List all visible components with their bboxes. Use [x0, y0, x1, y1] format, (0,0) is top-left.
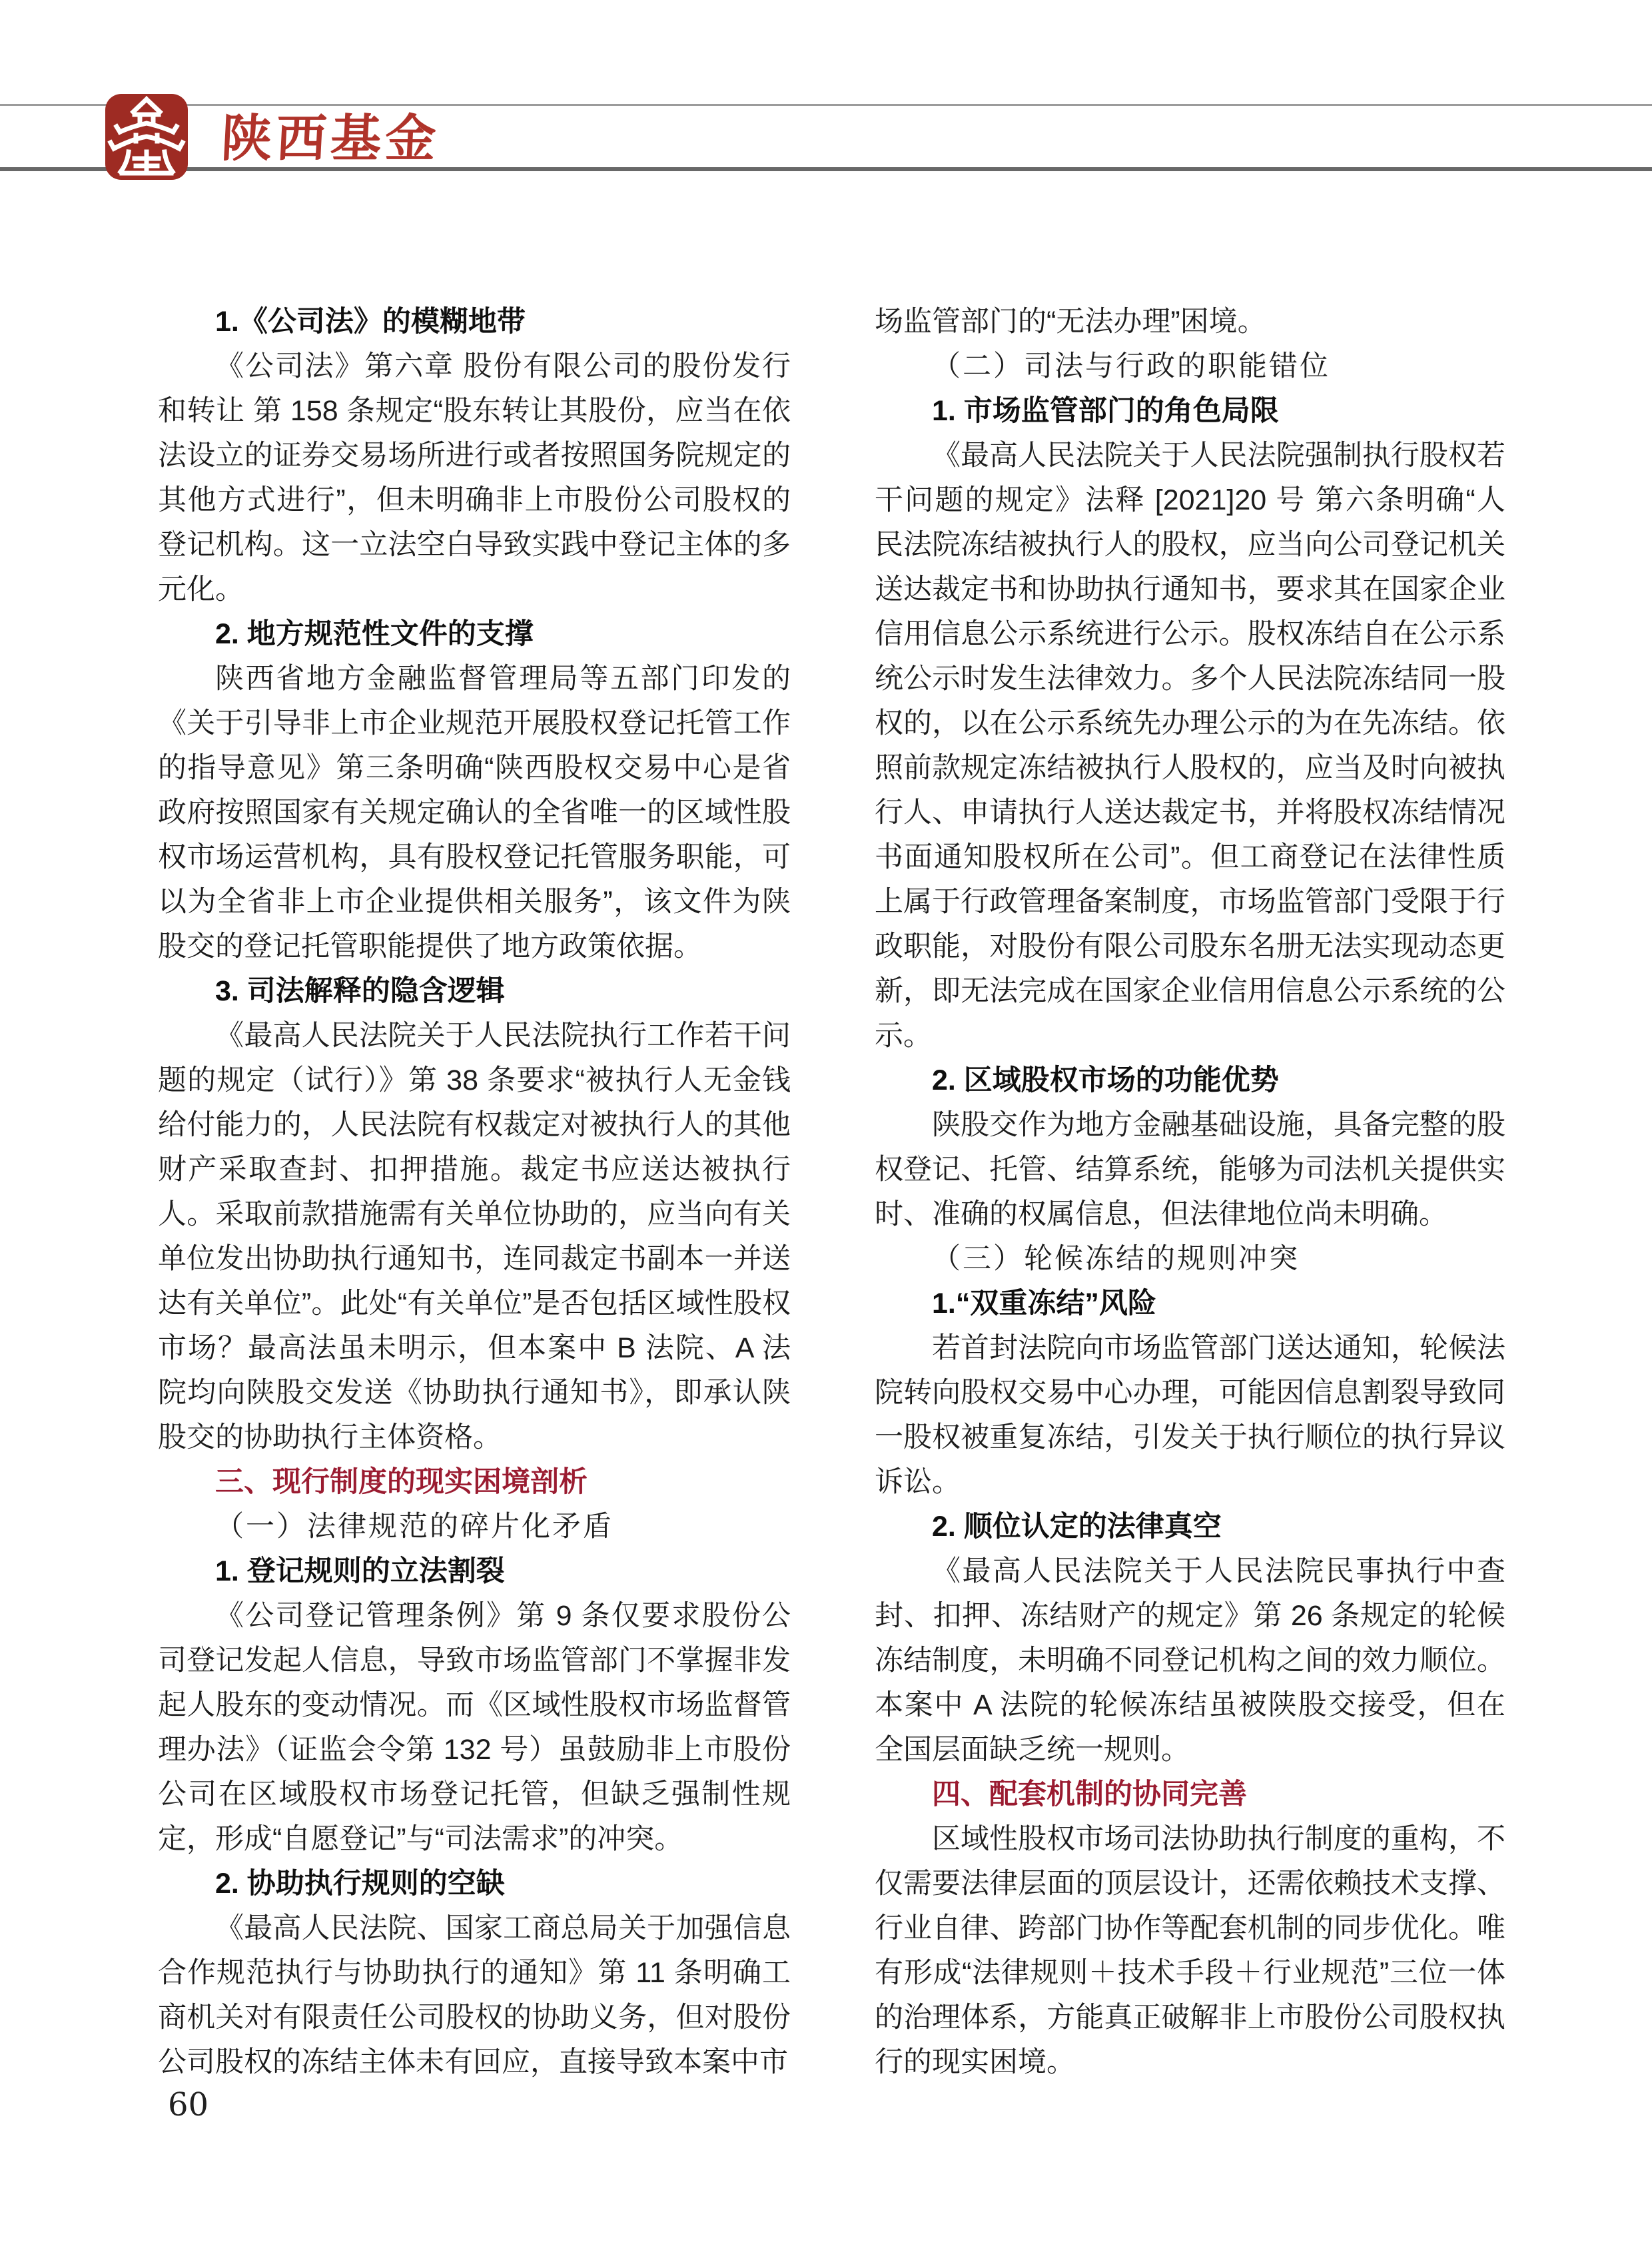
article-heading: 1. 登记规则的立法割裂: [215, 1555, 505, 1587]
article-paragraph: 若首封法院向市场监管部门送达通知，轮候法院转向股权交易中心办理，可能因信息割裂导致同一股权被重复冻结，引发关于执行顺位的执行异议诉讼。: [875, 1332, 1505, 1498]
article-heading: 1.“双重冻结”风险: [932, 1288, 1156, 1319]
article-column-right: [875, 300, 1505, 2085]
article-heading: 1. 市场监管部门的角色局限: [932, 395, 1279, 427]
article-heading: 1.《公司法》的模糊地带: [215, 306, 526, 338]
article-paragraph: 《公司登记管理条例》第 9 条仅要求股份公司登记发起人信息，导致市场监管部门不掌握非发起人股东的变动情况。而《区域性股权市场监督管理办法》（证监会令第 132 号）虽鼓励非上市股份公司在区域股权市场登记托管，但缺乏强制性规定，形成“自愿登记”与“司法需求”的冲突。: [158, 1600, 791, 1855]
page-number: 60: [168, 2086, 209, 2123]
article-paragraph: 《最高人民法院关于人民法院强制执行股权若干问题的规定》法释 [2021]20 号 第六条明确“人民法院冻结被执行人的股权，应当向公司登记机关送达裁定书和协助执行通知书，要求其在国家企业信用信息公示系统进行公示。股权冻结自在公示系统公示时发生法律效力。多个人民法院冻结同一股权的，以在公示系统先办理公示的为在先冻结。依照前款规定冻结被执行人股权的，应当及时向被执行人、申请执行人送达裁定书，并将股权冻结情况书面通知股权所在公司”。但工商登记在法律性质上属于行政管理备案制度，市场监管部门受限于行政职能，对股份有限公司股东名册无法实现动态更新，即无法完成在国家企业信用信息公示系统的公示。: [875, 440, 1505, 1052]
article-heading: 2. 地方规范性文件的支撑: [215, 618, 534, 650]
article-paragraph: 陕股交作为地方金融基础设施，具备完整的股权登记、托管、结算系统，能够为司法机关提供实时、准确的权属信息，但法律地位尚未明确。: [875, 1109, 1505, 1230]
article-heading: 2. 顺位认定的法律真空: [932, 1511, 1222, 1543]
article-paragraph: 陕西省地方金融监督管理局等五部门印发的《关于引导非上市企业规范开展股权登记托管工作的指导意见》第三条明确“陕西股权交易中心是省政府按照国家有关规定确认的全省唯一的区域性股权市场运营机构，具有股权登记托管服务职能，可以为全省非上市企业提供相关服务”，该文件为陕股交的登记托管职能提供了地方政策依据。: [158, 663, 791, 962]
article-heading: 3. 司法解释的隐含逻辑: [215, 975, 505, 1007]
article-column-left: [158, 300, 791, 2085]
article-heading: （三）轮候冻结的规则冲突: [932, 1244, 1300, 1275]
header-rule-thin: [0, 104, 1652, 106]
brand-title: 陕西基金: [219, 109, 442, 168]
article-paragraph: 《最高人民法院关于人民法院执行工作若干问题的规定（试行）》第 38 条要求“被执行人无金钱给付能力的，人民法院有权裁定对被执行人的其他财产采取查封、扣押措施。裁定书应送达被执行人。采取前款措施需有关单位协助的，应当向有关单位发出协助执行通知书，连同裁定书副本一并送达有关单位”。此处“有关单位”是否包括区域性股权市场？最高法虽未明示，但本案中 B 法院、A 法院均向陕股交发送《协助执行通知书》，即承认陕股交的协助执行主体资格。: [158, 1020, 791, 1453]
article-heading: 四、配套机制的协同完善: [932, 1778, 1247, 1810]
pagoda-seal-icon: [105, 94, 188, 180]
article-heading: 2. 区域股权市场的功能优势: [932, 1064, 1279, 1096]
article-heading: 三、现行制度的现实困境剖析: [215, 1466, 588, 1498]
article-heading: （二）司法与行政的职能错位: [932, 351, 1330, 382]
article-paragraph: 《公司法》第六章 股份有限公司的股份发行和转让 第 158 条规定“股东转让其股份，应当在依法设立的证券交易场所进行或者按照国务院规定的其他方式进行”，但未明确非上市股份公司股权的登记机构。这一立法空白导致实践中登记主体的多元化。: [158, 350, 791, 605]
article-heading: （一）法律规范的碎片化矛盾: [215, 1511, 614, 1543]
article-paragraph: 场监管部门的“无法办理”困境。: [875, 306, 1266, 338]
article-paragraph: 《最高人民法院、国家工商总局关于加强信息合作规范执行与协助执行的通知》第 11 条明确工商机关对有限责任公司股权的协助义务，但对股份公司股权的冻结主体未有回应，直接导致本案中市: [158, 1912, 791, 2078]
article-paragraph: 区域性股权市场司法协助执行制度的重构，不仅需要法律层面的顶层设计，还需依赖技术支撑、行业自律、跨部门协作等配套机制的同步优化。唯有形成“法律规则＋技术手段＋行业规范”三位一体的治理体系，方能真正破解非上市股份公司股权执行的现实困境。: [875, 1823, 1505, 2078]
article-paragraph: 《最高人民法院关于人民法院民事执行中查封、扣押、冻结财产的规定》第 26 条规定的轮候冻结制度，未明确不同登记机构之间的效力顺位。本案中 A 法院的轮候冻结虽被陕股交接受，但在全国层面缺乏统一规则。: [875, 1555, 1505, 1766]
article-heading: 2. 协助执行规则的空缺: [215, 1868, 505, 1900]
